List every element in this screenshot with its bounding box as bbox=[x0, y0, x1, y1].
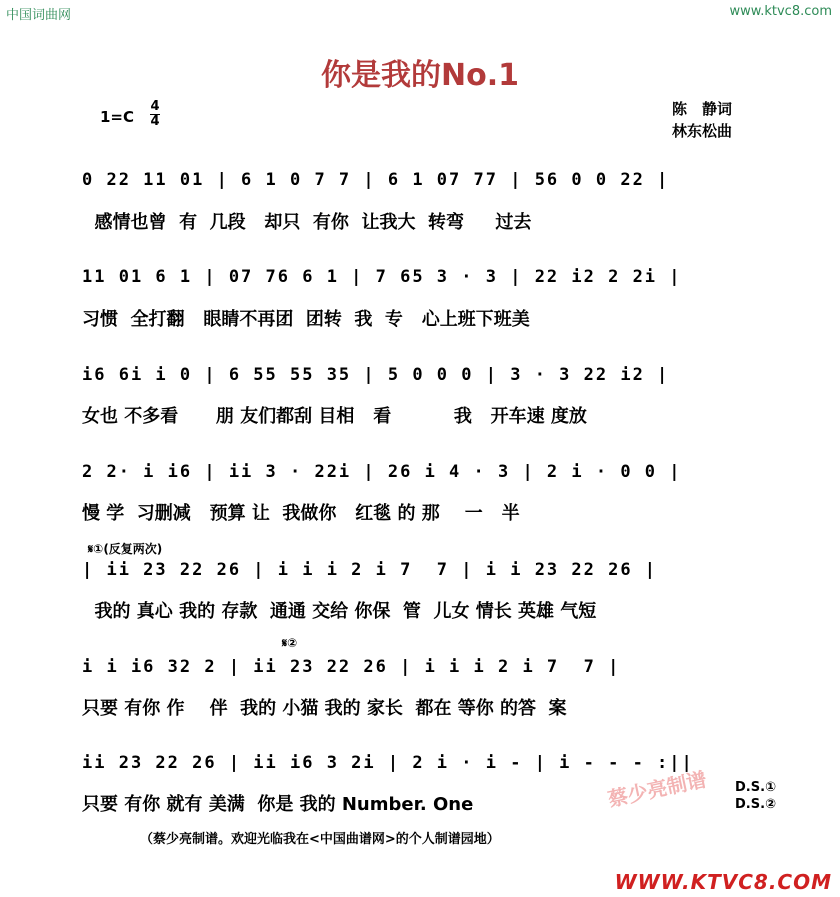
notation-row-6: i i i6 32 2 | ii 23 22 26 | i i i 2 i 7 7 | bbox=[82, 657, 621, 677]
notation-row-1: 0 22 11 01 | 6 1 0 7 7 | 6 1 07 77 | 56 0 0 22 | bbox=[82, 170, 670, 190]
segno-marker: 𝄋② bbox=[282, 636, 298, 650]
notation-row-2: 11 01 6 1 | 07 76 6 1 | 7 65 3 · 3 | 22 i2 2 2i | bbox=[82, 267, 682, 287]
notation-row-5: | ii 23 22 26 | i i i 2 i 7 7 | i i 23 22 26 | bbox=[82, 560, 658, 580]
notation-row-7: ii 23 22 26 | ii i6 3 2i | 2 i · i - | i - - - :|| bbox=[82, 753, 694, 773]
song-title: 你是我的No.1 bbox=[321, 58, 519, 93]
footer-note: （蔡少亮制谱。欢迎光临我在<中国曲谱网>的个人制谱园地） bbox=[140, 832, 500, 847]
lyrics-row-1: 感情也曾 有 几段 却只 有你 让我大 转弯 过去 bbox=[82, 212, 532, 233]
ds-2-marker: D.S.② bbox=[735, 797, 777, 812]
lyrics-row-2: 习惯 全打翻 眼睛不再团 团转 我 专 心上班下班美 bbox=[82, 309, 530, 330]
lyricist: 陈 静词 bbox=[672, 100, 733, 118]
key-signature: 1=C bbox=[100, 108, 135, 126]
lyrics-row-3: 女也 不多看 朋 友们都刮 目相 看 我 开车速 度放 bbox=[82, 406, 587, 427]
site-logo: WWW.KTVC8.COM bbox=[614, 870, 832, 894]
time-signature bbox=[150, 100, 160, 129]
notation-row-3: i6 6i i 0 | 6 55 55 35 | 5 0 0 0 | 3 · 3 22 i2 | bbox=[82, 365, 670, 385]
site-url-right: www.ktvc8.com bbox=[729, 4, 832, 19]
lyrics-row-5: 我的 真心 我的 存款 通通 交给 你保 管 儿女 情长 英雄 气短 bbox=[82, 601, 597, 622]
composer: 林东松曲 bbox=[672, 122, 733, 140]
notation-row-4: 2 2· i i6 | ii 3 · 22i | 26 i 4 · 3 | 2 i · 0 0 | bbox=[82, 462, 682, 482]
meter-bottom: 4 bbox=[150, 114, 160, 129]
lyrics-row-7: 只要 有你 就有 美满 你是 我的 Number. One bbox=[82, 794, 474, 815]
site-name-left: 中国词曲网 bbox=[6, 8, 72, 23]
meter-top: 4 bbox=[150, 99, 160, 114]
ds-1-marker: D.S.① bbox=[735, 780, 777, 795]
lyrics-row-4: 慢 学 习删减 预算 让 我做你 红毯 的 那 一 半 bbox=[82, 503, 520, 524]
song-credits bbox=[672, 98, 732, 142]
repeat-marker: 𝄋①(反复两次) bbox=[88, 542, 163, 556]
watermark: 蔡少亮制谱 bbox=[605, 767, 709, 812]
lyrics-row-6: 只要 有你 作 伴 我的 小猫 我的 家长 都在 等你 的答 案 bbox=[82, 698, 567, 719]
